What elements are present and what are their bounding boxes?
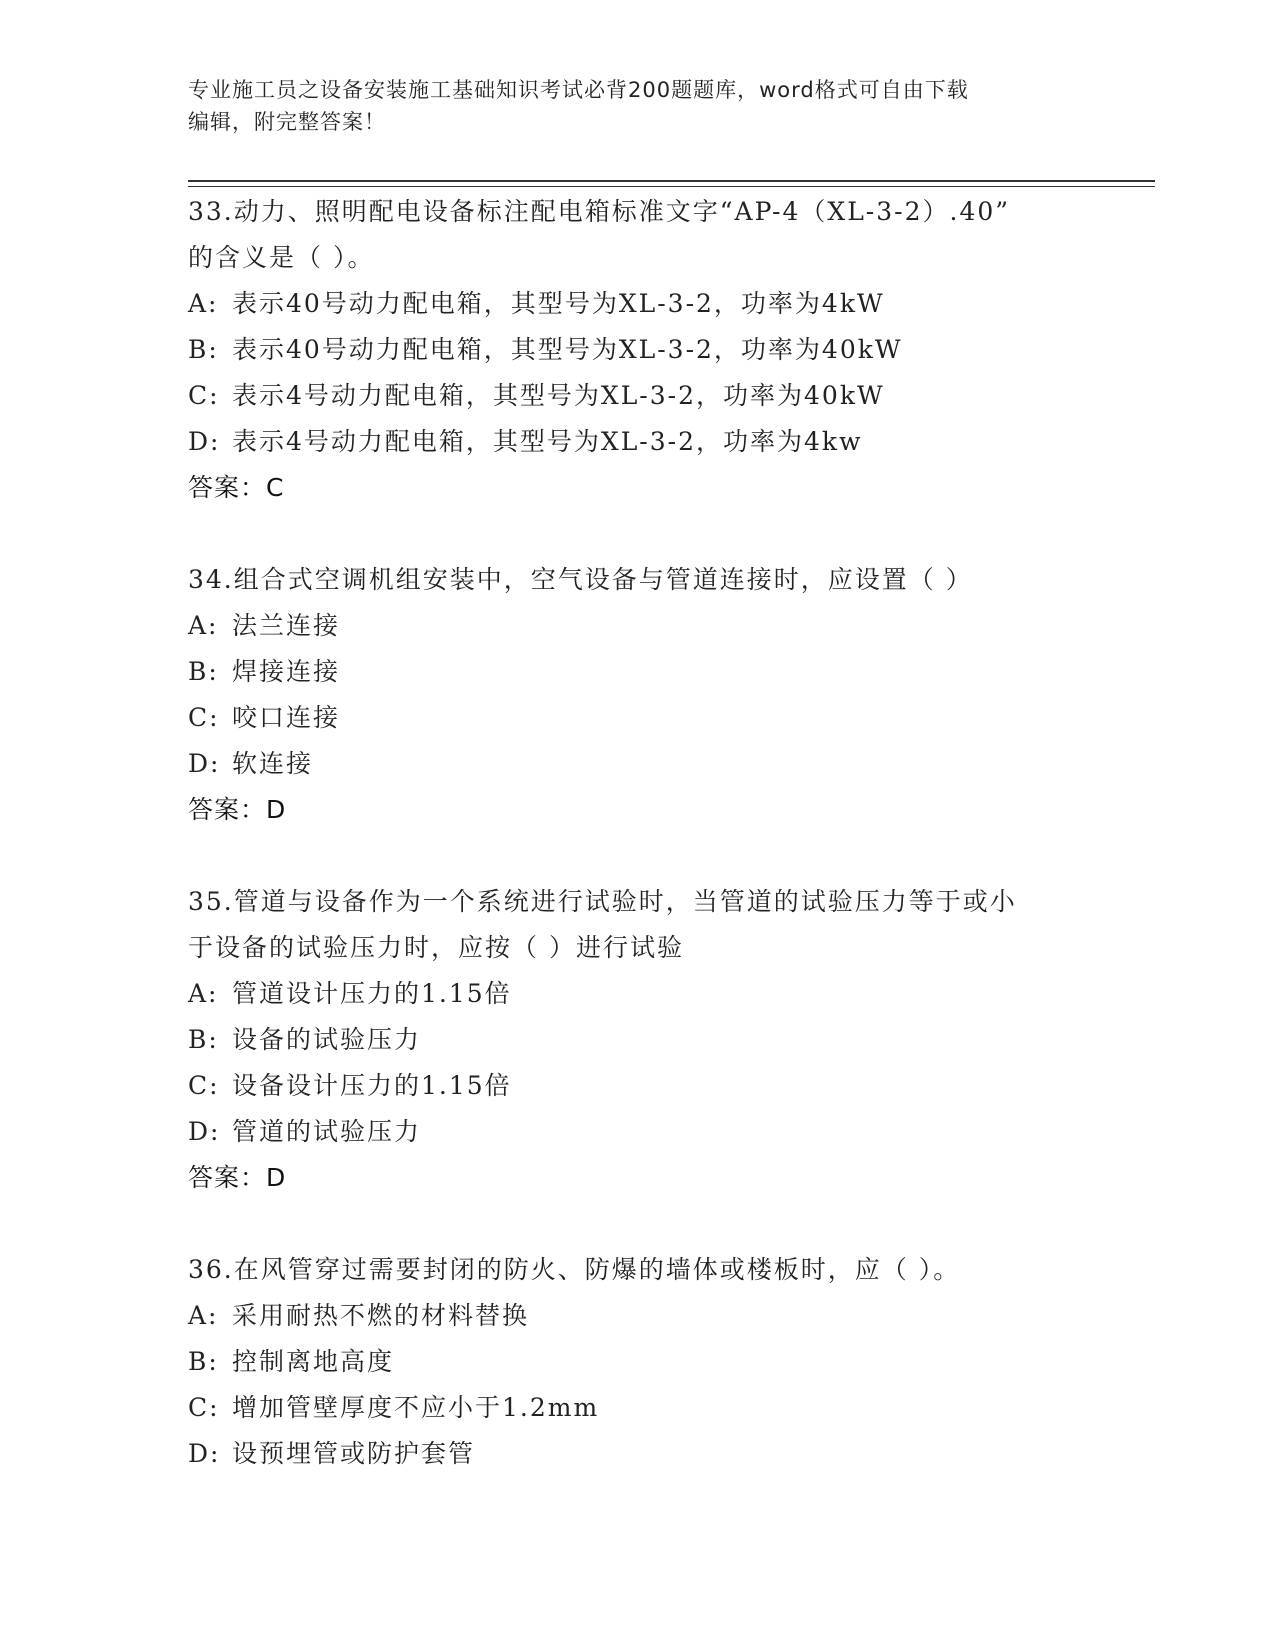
option-text: 法兰连接 [232,611,341,640]
page-header [188,74,1088,138]
option-d [188,1109,1148,1155]
option-letter: C: [188,703,220,732]
option-text: 咬口连接 [232,703,341,732]
answer-line: 答案：D [188,795,287,824]
option-text: 焊接连接 [232,657,341,686]
option-c [188,373,1148,419]
option-letter: B: [188,657,219,686]
option-letter: C: [188,1393,220,1422]
question-34 [188,557,1148,833]
option-text: 软连接 [232,749,314,778]
option-letter: D: [188,1117,221,1146]
question-stem-line: 36.在风管穿过需要封闭的防火、防爆的墙体或楼板时，应（ ）。 [188,1255,961,1284]
option-letter: B: [188,1025,219,1054]
option-c [188,695,1148,741]
option-text: 表示4号动力配电箱，其型号为XL-3-2，功率为40kW [232,381,885,410]
question-list [188,189,1148,1523]
header-divider-thick [188,180,1155,182]
option-c [188,1063,1148,1109]
option-a [188,603,1148,649]
option-letter: A: [188,1301,219,1330]
header-line-2: 编辑，附完整答案！ [188,110,386,134]
option-letter: C: [188,381,220,410]
option-letter: D: [188,749,221,778]
option-d [188,419,1148,465]
option-text: 设预埋管或防护套管 [232,1439,476,1468]
option-letter: B: [188,335,219,364]
answer-line: 答案：C [188,473,285,502]
option-text: 表示40号动力配电箱，其型号为XL-3-2，功率为40kW [232,335,903,364]
option-letter: D: [188,1439,221,1468]
option-a [188,281,1148,327]
question-stem-line: 的含义是（ ）。 [188,243,375,272]
option-letter: C: [188,1071,220,1100]
option-b [188,1339,1148,1385]
option-d [188,1431,1148,1477]
option-text: 管道设计压力的1.15倍 [232,979,512,1008]
question-33 [188,189,1148,511]
option-letter: A: [188,611,219,640]
header-divider-thin [188,186,1155,187]
question-36 [188,1247,1148,1477]
question-stem-line: 于设备的试验压力时，应按（ ）进行试验 [188,933,684,962]
option-letter: B: [188,1347,219,1376]
option-text: 表示40号动力配电箱，其型号为XL-3-2，功率为4kW [232,289,885,318]
option-letter: A: [188,979,219,1008]
option-text: 采用耐热不燃的材料替换 [232,1301,530,1330]
option-text: 设备的试验压力 [232,1025,422,1054]
option-b [188,649,1148,695]
option-a [188,971,1148,1017]
option-letter: A: [188,289,219,318]
option-text: 表示4号动力配电箱，其型号为XL-3-2，功率为4kw [232,427,863,456]
option-text: 增加管壁厚度不应小于1.2mm [232,1393,600,1422]
option-b [188,1017,1148,1063]
option-text: 控制离地高度 [232,1347,395,1376]
option-text: 管道的试验压力 [232,1117,422,1146]
option-text: 设备设计压力的1.15倍 [232,1071,512,1100]
option-b [188,327,1148,373]
question-stem-line: 35.管道与设备作为一个系统进行试验时，当管道的试验压力等于或小 [188,887,1017,916]
answer-line: 答案：D [188,1163,287,1192]
question-stem-line: 33.动力、照明配电设备标注配电箱标准文字“AP-4（XL-3-2）.40” [188,197,1011,226]
header-line-1: 专业施工员之设备安装施工基础知识考试必背200题题库，word格式可自由下载 [188,78,969,102]
question-stem-line: 34.组合式空调机组安装中，空气设备与管道连接时，应设置（ ） [188,565,973,594]
question-35 [188,879,1148,1201]
option-letter: D: [188,427,221,456]
option-c [188,1385,1148,1431]
option-d [188,741,1148,787]
option-a [188,1293,1148,1339]
